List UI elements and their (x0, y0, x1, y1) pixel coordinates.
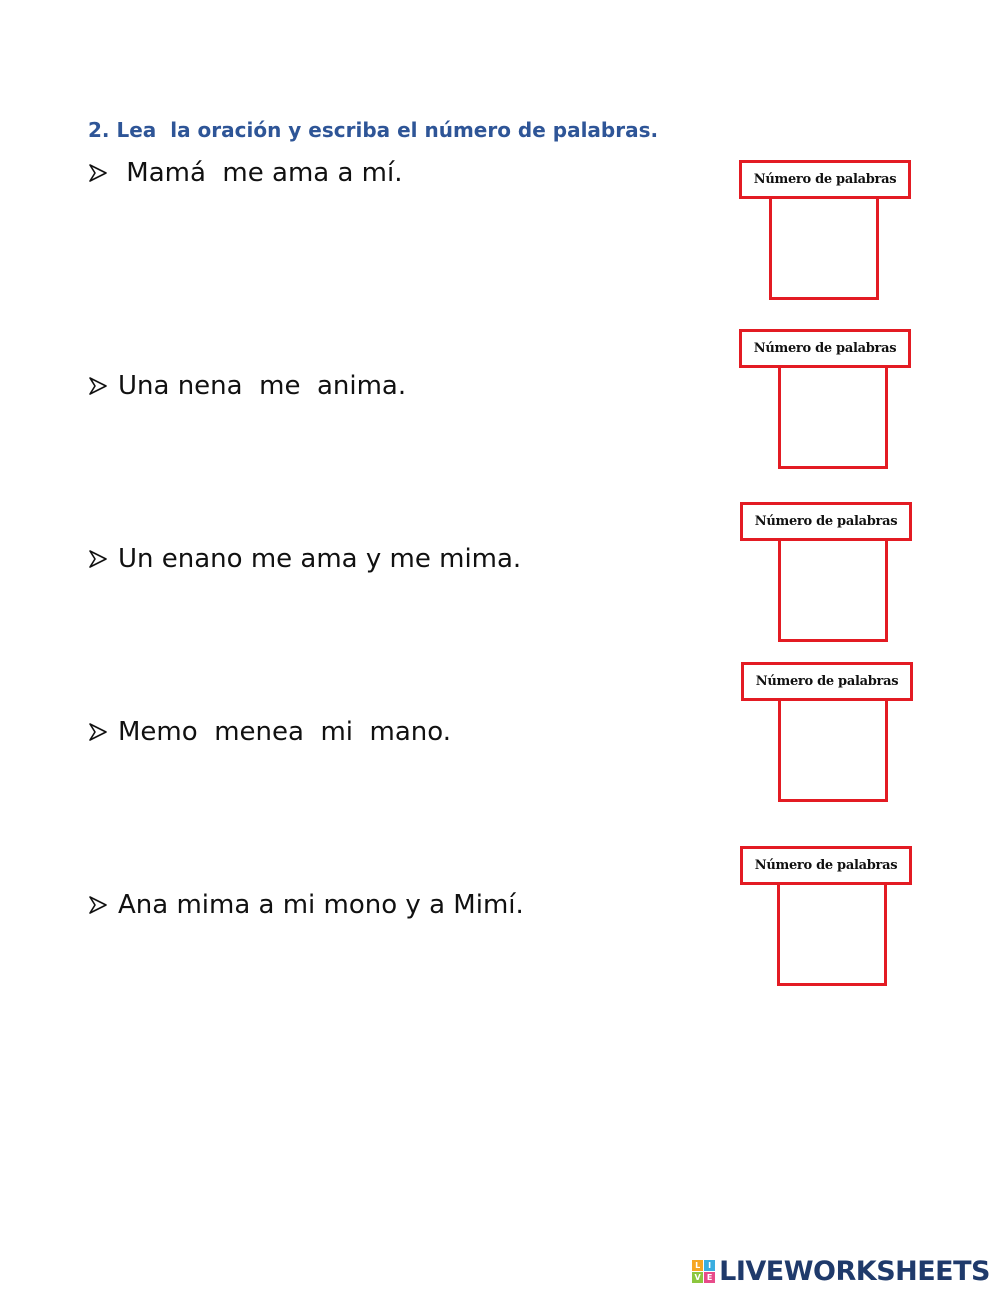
sentence-text: Una nena me anima. (118, 371, 407, 401)
arrow-bullet-icon (88, 663, 118, 801)
word-count-input-5[interactable] (780, 885, 884, 983)
sentence-4 (88, 714, 451, 750)
sentence-5 (88, 887, 524, 923)
word-count-input-3[interactable] (781, 541, 885, 639)
word-count-input-1[interactable] (772, 199, 876, 297)
arrow-bullet-icon (88, 490, 118, 628)
answer-input-box[interactable] (769, 199, 879, 300)
answer-input-box[interactable] (777, 885, 887, 986)
arrow-bullet-icon (88, 836, 118, 974)
answer-input-box[interactable] (778, 368, 888, 469)
logo-text: LIVEWORKSHEETS (719, 1255, 990, 1287)
logo-blocks-icon: L I V E (692, 1260, 715, 1283)
word-count-input-2[interactable] (781, 368, 885, 466)
answer-label: Número de palabras (740, 846, 912, 885)
sentence-text: Memo menea mi mano. (118, 717, 451, 747)
sentence-2 (88, 368, 406, 404)
answer-label: Número de palabras (740, 502, 912, 541)
answer-input-box[interactable] (778, 541, 888, 642)
answer-input-box[interactable] (778, 701, 888, 802)
word-count-input-4[interactable] (781, 701, 885, 799)
sentence-text: Un enano me ama y me mima. (118, 544, 522, 574)
sentence-text: Ana mima a mi mono y a Mimí. (118, 890, 524, 920)
sentence-1 (88, 155, 402, 191)
sentence-3 (88, 541, 521, 577)
liveworksheets-logo[interactable] (692, 1255, 990, 1287)
instruction-heading: 2. Lea la oración y escriba el número de palabras. (88, 118, 659, 142)
sentence-text: Mamá me ama a mí. (118, 158, 403, 188)
answer-label: Número de palabras (739, 329, 911, 368)
arrow-bullet-icon (88, 104, 118, 242)
arrow-bullet-icon (88, 317, 118, 455)
answer-label: Número de palabras (739, 160, 911, 199)
answer-label: Número de palabras (741, 662, 913, 701)
